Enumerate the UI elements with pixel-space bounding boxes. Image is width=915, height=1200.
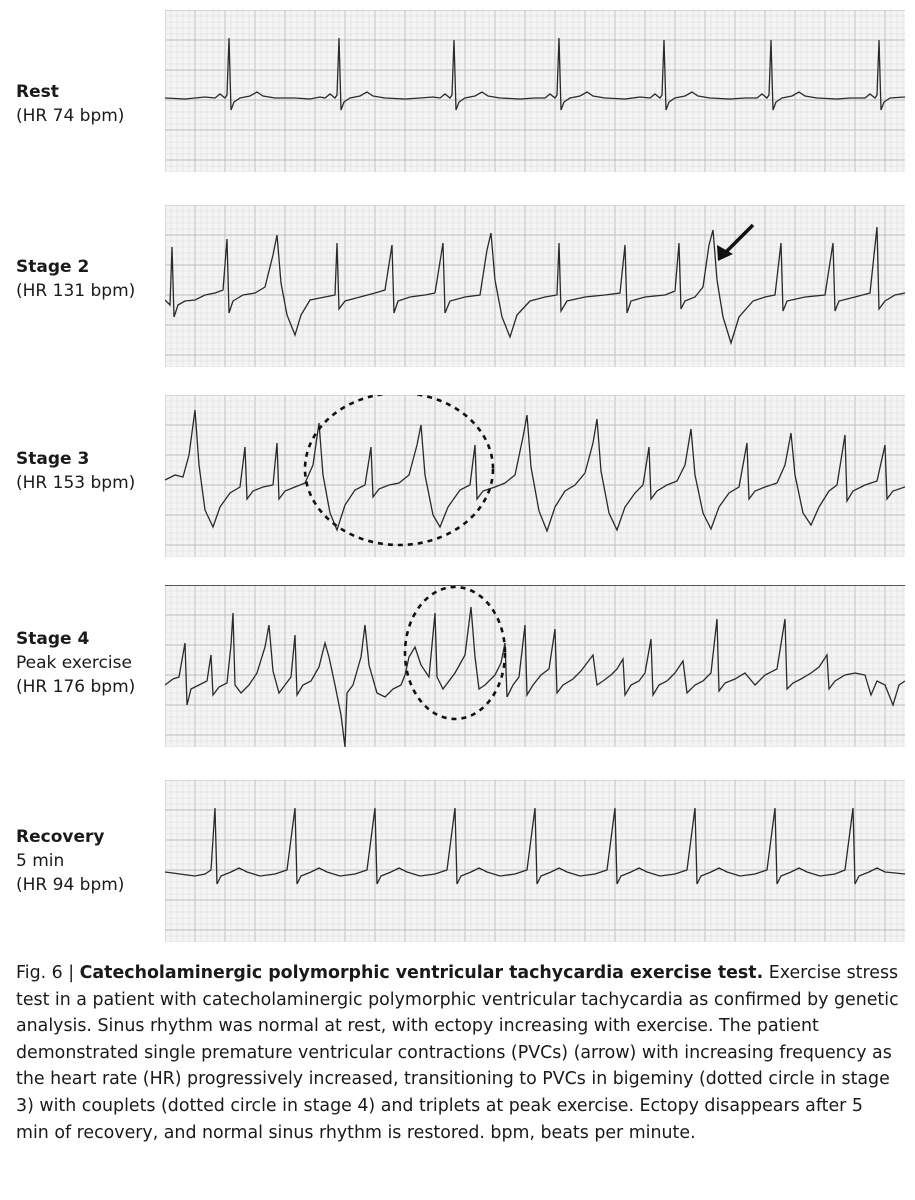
stage-name: Stage 3: [16, 449, 90, 469]
ecg-grid: [165, 585, 905, 747]
ecg-trace: [165, 227, 905, 343]
stage-name: Recovery: [16, 827, 105, 847]
ecg-grid: [165, 10, 905, 172]
ecg-grid: [165, 395, 905, 557]
heart-rate: (HR 74 bpm): [16, 106, 125, 126]
heart-rate: (HR 176 bpm): [16, 677, 136, 697]
heart-rate: (HR 131 bpm): [16, 281, 136, 301]
panel-label: [16, 255, 135, 303]
stage-name: Stage 4: [16, 629, 90, 649]
ecg-trace: [165, 38, 905, 110]
ecg-strip-stage-2: [165, 205, 905, 367]
ecg-grid: [165, 205, 905, 367]
stage-name: Stage 2: [16, 257, 90, 277]
ecg-trace: [165, 607, 905, 747]
panel-label: [16, 825, 124, 897]
ecg-strip-stage-3: [165, 395, 905, 557]
panel-label: [16, 447, 135, 495]
ecg-svg: [165, 780, 905, 942]
ecg-svg: [165, 585, 905, 747]
figure-title: Catecholaminergic polymorphic ventricular tachycardia exercise test.: [79, 963, 764, 983]
stage-subtitle: Peak exercise: [16, 653, 132, 673]
ecg-svg: [165, 395, 905, 557]
ecg-strip-stage-4: [165, 585, 905, 747]
ecg-svg: [165, 205, 905, 367]
figure-body: Exercise stress test in a patient with catecholaminergic polymorphic ventricular tachycardia as confirmed by genetic analysis. Sinus rhythm was normal at rest, with ectopy increasing with exercise. The patient demonstrated single premature ventricular contractions (PVCs) (arrow) with increasing frequency as the heart rate (HR) progressively increased, transitioning to PVCs in bigeminy (dotted circle in stage 3) with couplets (dotted circle in stage 4) and triplets at peak exercise. Ectopy disappears after 5 min of recovery, and normal sinus rhythm is restored. bpm, beats per minute.: [16, 963, 899, 1143]
panel-label: [16, 80, 124, 128]
ecg-svg: [165, 10, 905, 172]
panel-label: [16, 627, 135, 699]
figure-caption: [16, 960, 901, 1146]
stage-subtitle: 5 min: [16, 851, 65, 871]
figure-number: Fig. 6 |: [16, 963, 75, 983]
ecg-strip-rest: [165, 10, 905, 172]
ecg-trace: [165, 410, 905, 531]
heart-rate: (HR 153 bpm): [16, 473, 136, 493]
ecg-strip-recovery: [165, 780, 905, 942]
ecg-grid: [165, 780, 905, 942]
heart-rate: (HR 94 bpm): [16, 875, 125, 895]
stage-name: Rest: [16, 82, 59, 102]
